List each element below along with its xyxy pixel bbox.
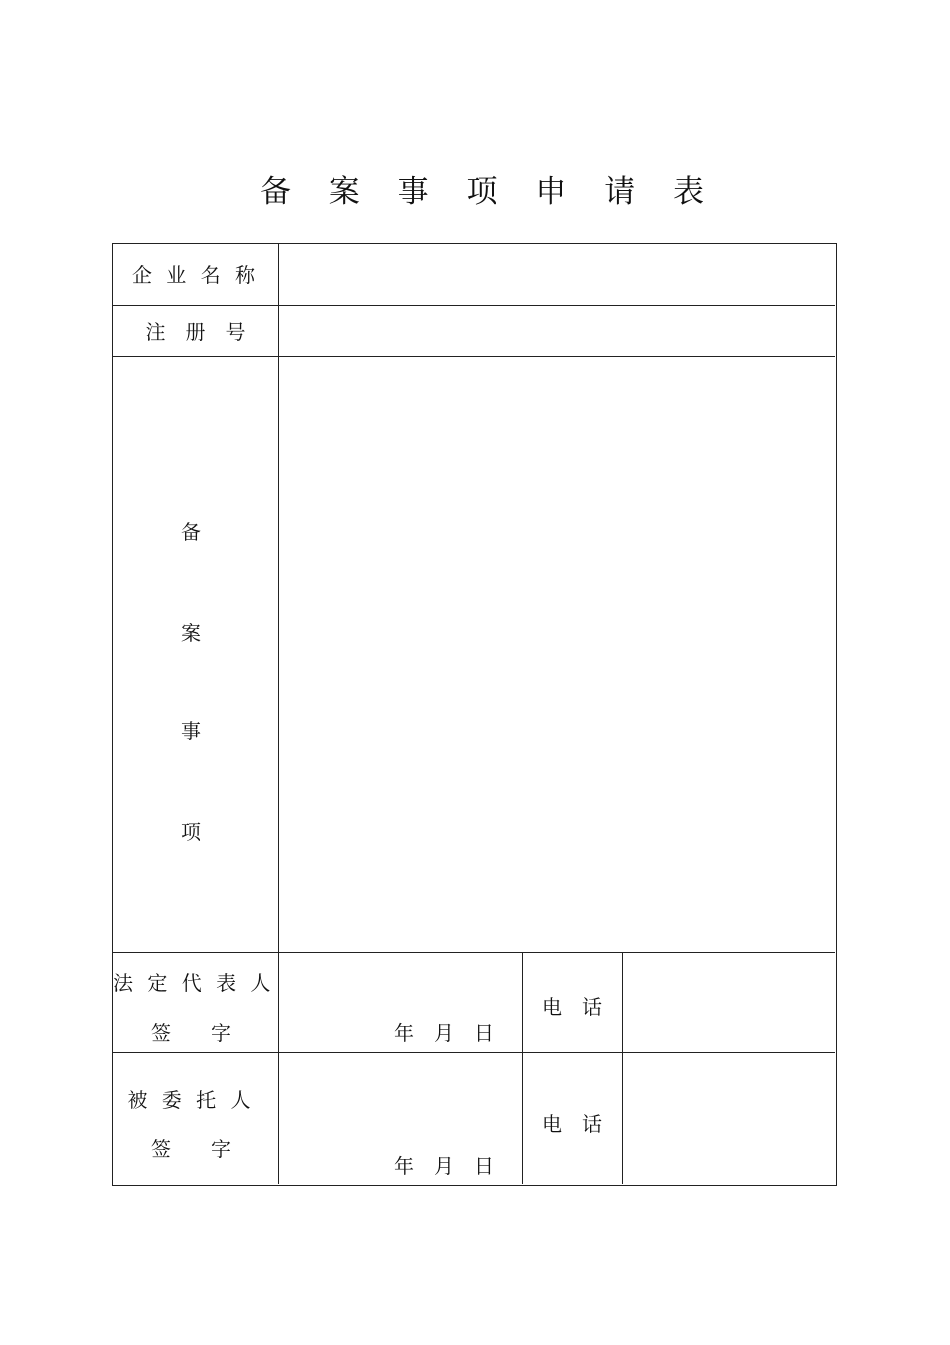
trustee-date: 年 月 日 [394, 1154, 494, 1178]
filing-items-label-char: 项 [181, 820, 201, 844]
filing-items-label-char: 案 [181, 621, 201, 645]
legal-rep-label: 法 定 代 表 人 [113, 971, 275, 995]
column-divider [522, 952, 523, 1184]
registration-number-label: 注 册 号 [145, 320, 246, 344]
filing-items-field[interactable] [280, 358, 835, 951]
legal-rep-phone-label: 电 话 [542, 995, 602, 1019]
row-divider [113, 305, 835, 306]
column-divider [278, 244, 279, 1184]
row-divider [113, 952, 835, 953]
company-name-field[interactable] [280, 244, 835, 304]
legal-rep-signature-label: 签 字 [151, 1021, 231, 1045]
legal-rep-phone-field[interactable] [624, 954, 835, 1051]
filing-items-label-char: 备 [181, 520, 201, 544]
page-title: 备 案 事 项 申 请 表 [259, 174, 719, 210]
application-form-table [112, 243, 837, 1186]
legal-rep-date: 年 月 日 [394, 1021, 494, 1045]
row-divider [113, 356, 835, 357]
company-name-label: 企 业 名 称 [131, 263, 260, 287]
trustee-label: 被 委 托 人 [127, 1088, 255, 1112]
trustee-phone-field[interactable] [624, 1054, 835, 1184]
trustee-phone-label: 电 话 [542, 1112, 602, 1136]
filing-items-label-char: 事 [181, 719, 201, 743]
registration-number-field[interactable] [280, 307, 835, 355]
trustee-signature-label: 签 字 [151, 1137, 231, 1161]
row-divider [113, 1052, 835, 1053]
column-divider [622, 952, 623, 1184]
